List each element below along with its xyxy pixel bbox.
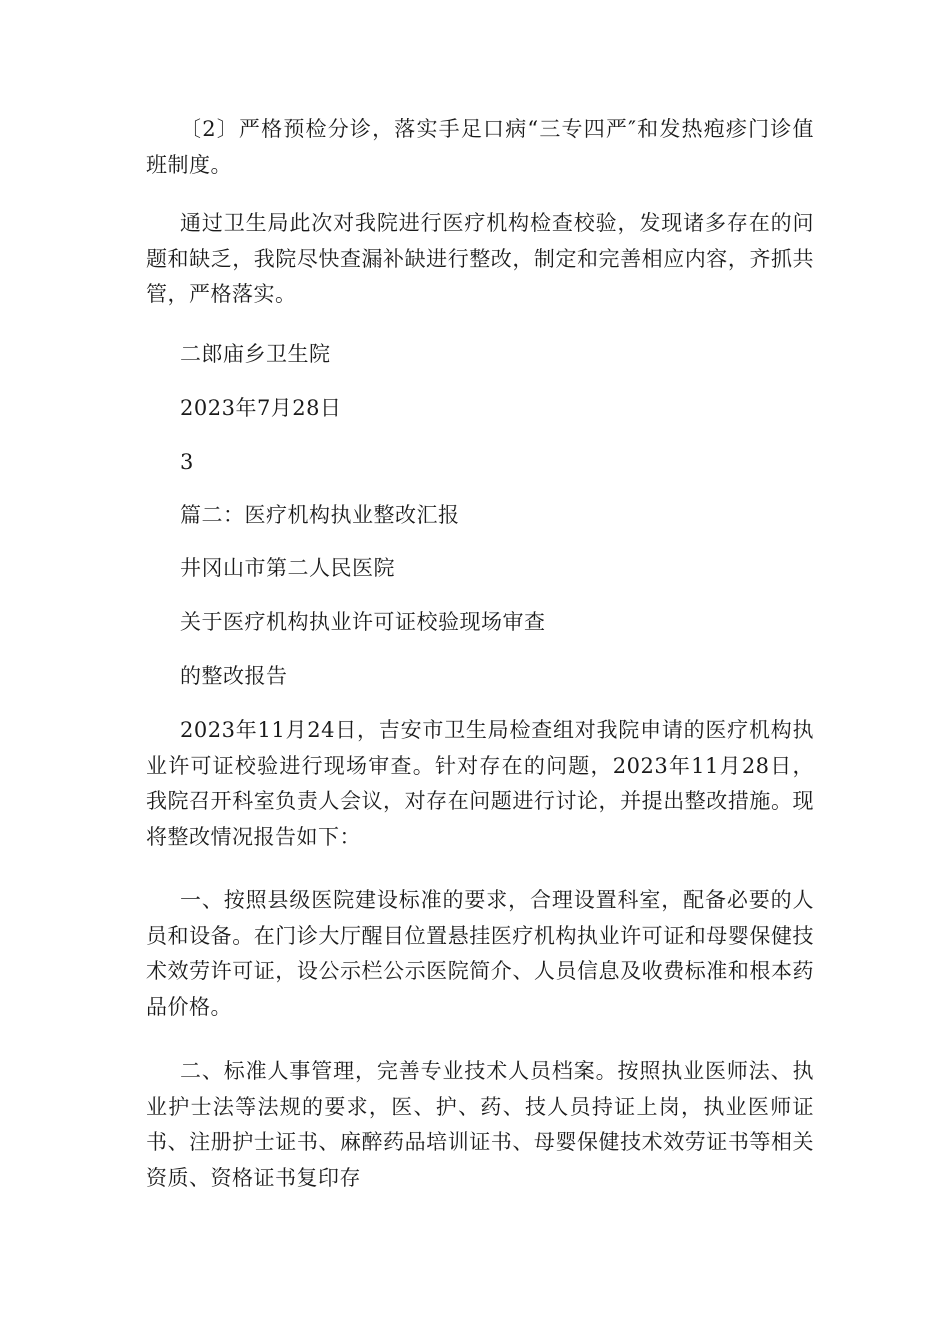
signature-organization: 二郎庙乡卫生院 — [180, 342, 331, 366]
hospital-name: 井冈山市第二人民医院 — [180, 556, 395, 580]
report-title-line-2: 的整改报告 — [180, 664, 288, 688]
page-number: 3 — [180, 450, 194, 474]
signature-date: 2023年7月28日 — [180, 396, 342, 420]
paragraph-item-two: 二、标准人事管理，完善专业技术人员档案。按照执业医师法、执业护士法等法规的要求，医、护、药、技人员持证上岗，执业医师证书、注册护士证书、麻醉药品培训证书、母婴保健技术效劳证书等相关资质、资格证书复印存 — [146, 1059, 814, 1190]
paragraph-inspection-summary: 通过卫生局此次对我院进行医疗机构检查校验，发现诸多存在的问题和缺乏，我院尽快查漏补缺进行整改，制定和完善相应内容，齐抓共管，严格落实。 — [146, 211, 814, 306]
paragraph-review-intro: 2023年11月24日，吉安市卫生局检查组对我院申请的医疗机构执业许可证校验进行现场审查。针对存在的问题，2023年11月28日，我院召开科室负责人会议，对存在问题进行讨论，并提出整改措施。现将整改情况报告如下： — [146, 718, 814, 849]
paragraph-item-one: 一、按照县级医院建设标准的要求，合理设置科室，配备必要的人员和设备。在门诊大厅醒目位置悬挂医疗机构执业许可证和母婴保健技术效劳许可证，设公示栏公示医院简介、人员信息及收费标准和根本药品价格。 — [146, 888, 814, 1019]
paragraph-prescreening: 〔2〕严格预检分诊，落实手足口病“三专四严″和发热疱疹门诊值班制度。 — [146, 117, 814, 177]
report-title-line-1: 关于医疗机构执业许可证校验现场审查 — [180, 610, 546, 634]
section-title: 篇二：医疗机构执业整改汇报 — [180, 503, 460, 527]
